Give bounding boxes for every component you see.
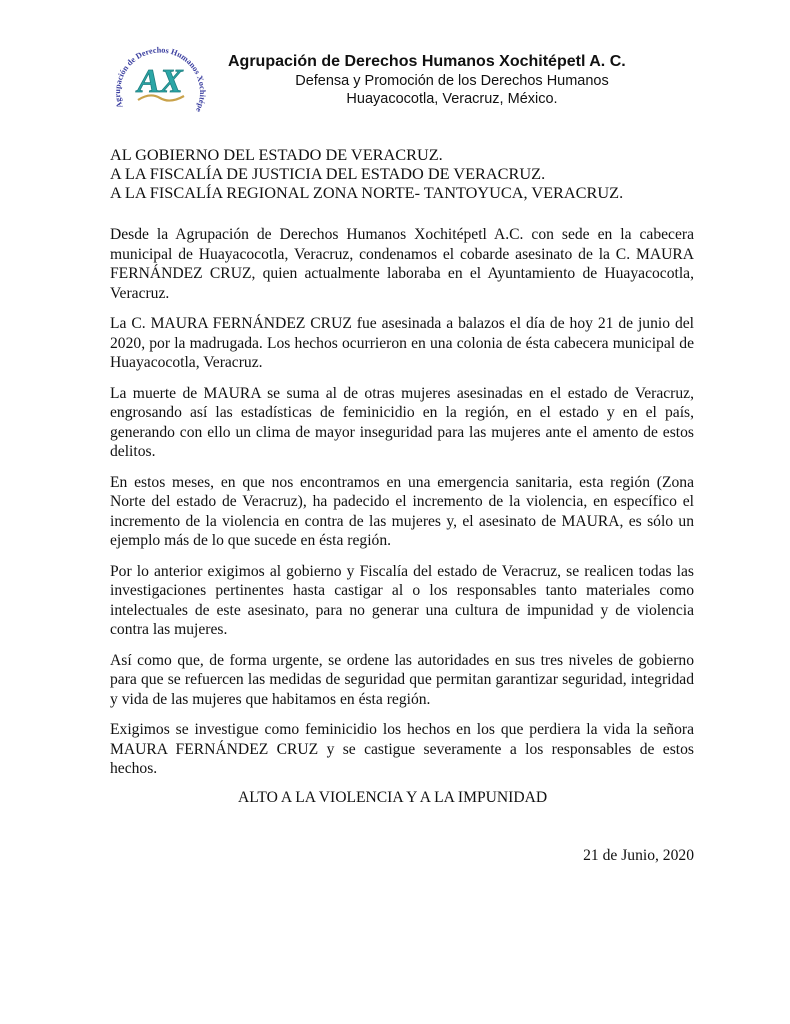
body-paragraph: Exigimos se investigue como feminicidio los hechos en los que perdiera la vida la señora MAURA FERNÁNDEZ CRUZ y se castigue severamente a los responsables de estos hechos.: [110, 721, 694, 777]
logo-ring-text: Agrupación de Derechos Humanos Xochitépe: [112, 45, 208, 114]
logo-emblem-icon: [100, 32, 218, 128]
organization-logo: [100, 32, 218, 128]
organization-name: Agrupación de Derechos Humanos Xochitépetl A. C.: [228, 53, 626, 70]
addressee-line: AL GOBIERNO DEL ESTADO DE VERACRUZ.: [110, 145, 443, 164]
body-paragraph: En estos meses, en que nos encontramos en una emergencia sanitaria, esta región (Zona Norte del estado de Veracruz), ha padecido el incremento de la violencia, en específico el incremento de la violencia en contra de las mujeres y, el asesinato de MAURA, es sólo un ejemplo más de lo que sucede en ésta región.: [110, 473, 694, 549]
letter-body: [110, 225, 694, 790]
addressee-line: A LA FISCALÍA DE JUSTICIA DEL ESTADO DE VERACRUZ.: [110, 164, 546, 183]
logo-initials: AX: [137, 63, 183, 100]
addressee-block: [110, 145, 623, 202]
body-paragraph: Desde la Agrupación de Derechos Humanos Xochitépetl A.C. con sede en la cabecera municipal de Huayacocotla, Veracruz, condenamos el cobarde asesinato de la C. MAURA FERNÁNDEZ CRUZ, quien actualmente laboraba en el Ayuntamiento de Huayacocotla, Veracruz.: [110, 226, 694, 302]
addressee-line: A LA FISCALÍA REGIONAL ZONA NORTE- TANTOYUCA, VERACRUZ.: [110, 183, 624, 202]
organization-location: Huayacocotla, Veracruz, México.: [346, 91, 558, 107]
organization-tagline: Defensa y Promoción de los Derechos Humanos: [295, 73, 609, 89]
body-paragraph: Así como que, de forma urgente, se ordene las autoridades en sus tres niveles de gobierno para que se refuercen las medidas de seguridad que permitan garantizar seguridad, integridad y vida de las mujeres que habitamos en ésta región.: [110, 651, 694, 708]
body-paragraph: La muerte de MAURA se suma al de otras mujeres asesinadas en el estado de Veracruz, engrosando así las estadísticas de feminicidio en la región, en el estado y en el país, generando con ello un clima de mayor inseguridad para las mujeres ante el amento de estos delitos.: [110, 384, 694, 460]
closing-slogan: ALTO A LA VIOLENCIA Y A LA IMPUNIDAD: [238, 789, 548, 806]
letter-date: 21 de Junio, 2020: [583, 847, 694, 864]
letterhead: [228, 52, 632, 108]
body-paragraph: La C. MAURA FERNÁNDEZ CRUZ fue asesinada a balazos el día de hoy 21 de junio del 2020, por la madrugada. Los hechos ocurrieron en una colonia de ésta cabecera municipal de Huayacocotla, Veracruz.: [110, 315, 694, 371]
body-paragraph: Por lo anterior exigimos al gobierno y Fiscalía del estado de Veracruz, se realicen todas las investigaciones pertinentes hasta castigar al o los responsables tanto materiales como intelectuales de este asesinato, para no generar una cultura de impunidad y de violencia contra las mujeres.: [110, 562, 694, 638]
